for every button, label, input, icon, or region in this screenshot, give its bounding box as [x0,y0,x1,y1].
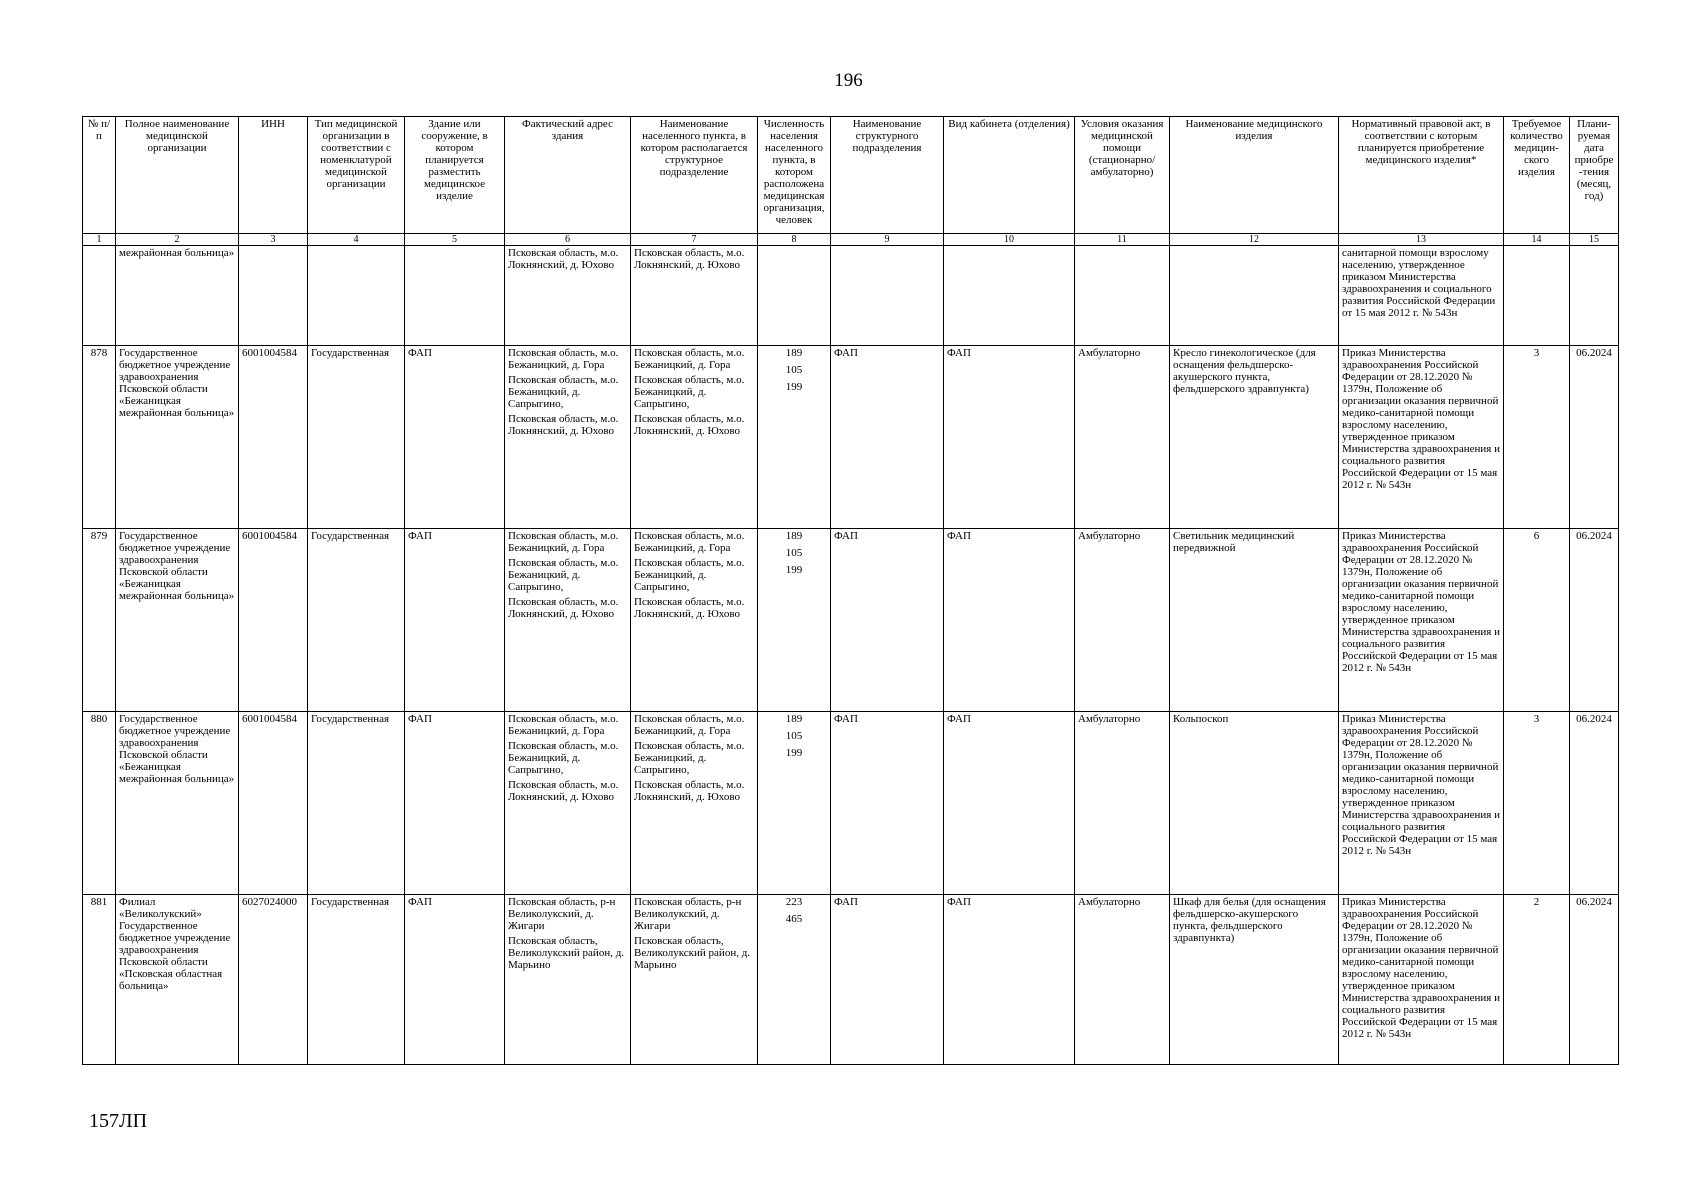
table-row [83,895,1619,1065]
column-header: Здание или сооружение, в котором планируется разместить медицинское изделие [405,117,505,234]
header-row [83,117,1619,234]
locality-cell: Псковская область, р-н Великолукский, д. Жигари Псковская область, Великолукский район, д. Марьино [631,895,758,1065]
column-header: Фактический адрес здания [505,117,631,234]
inn-cell: 6001004584 [239,529,308,712]
row-number: 879 [83,529,116,712]
column-number: 15 [1570,234,1619,246]
act-cell: Приказ Министерства здравоохранения Российской Федерации от 28.12.2020 № 1379н, Положение об организации оказания первичной медико-санитарной помощи взрослому населению, утвержденное приказом Министерства здравоохранения и социального развития Российской Федерации от 15 мая 2012 г. № 543н [1339,712,1504,895]
locality-cell: Псковская область, м.о. Бежаницкий, д. Гора Псковская область, м.о. Бежаницкий, д. Сапрыгино, Псковская область, м.о. Локнянский, д. Юхово [631,529,758,712]
page-number: 196 [834,70,863,91]
table-row [83,712,1619,895]
address-cell: Псковская область, р-н Великолукский, д. Жигари Псковская область, Великолукский район, д. Марьино [505,895,631,1065]
conditions-cell: Амбулаторно [1075,529,1170,712]
column-header: ИНН [239,117,308,234]
unit-cell: ФАП [831,712,944,895]
cabinet-cell: ФАП [944,529,1075,712]
org-cell: Филиал «Великолукский» Государственное бюджетное учреждение здравоохранения Псковской области «Псковская областная больница» [116,895,239,1065]
unit-cell: ФАП [831,346,944,529]
conditions-cell: Амбулаторно [1075,712,1170,895]
building-cell: ФАП [405,895,505,1065]
column-header: Плани-руемая дата приобре-тения (месяц, год) [1570,117,1619,234]
unit-cell: ФАП [831,529,944,712]
building-cell: ФАП [405,346,505,529]
column-header: Наименование населенного пункта, в котором располагается структурное подразделение [631,117,758,234]
inn-cell: 6001004584 [239,346,308,529]
date-cell: 06.2024 [1570,529,1619,712]
device-cell: Кольпоскоп [1170,712,1339,895]
locality-cell: Псковская область, м.о. Бежаницкий, д. Гора Псковская область, м.о. Бежаницкий, д. Сапрыгино, Псковская область, м.о. Локнянский, д. Юхово [631,346,758,529]
column-number: 9 [831,234,944,246]
conditions-cell: Амбулаторно [1075,346,1170,529]
row-number: 880 [83,712,116,895]
device-cell: Шкаф для белья (для оснащения фельдшерско-акушерского пункта, фельдшерского здравпункта) [1170,895,1339,1065]
column-number: 10 [944,234,1075,246]
medical-devices-table [82,116,1619,1065]
act-cell: Приказ Министерства здравоохранения Российской Федерации от 28.12.2020 № 1379н, Положение об организации оказания первичной медико-санитарной помощи взрослому населению, утвержденное приказом Министерства здравоохранения и социального развития Российской Федерации от 15 мая 2012 г. № 543н [1339,346,1504,529]
type-cell: Государственная [308,895,405,1065]
cabinet-cell: ФАП [944,712,1075,895]
column-number: 1 [83,234,116,246]
population-cell: 189 105 199 [758,529,831,712]
date-cell: 06.2024 [1570,346,1619,529]
qty-cell: 2 [1504,895,1570,1065]
building-cell: ФАП [405,529,505,712]
document-code: 157ЛП [89,1110,148,1132]
type-cell: Государственная [308,529,405,712]
column-number: 11 [1075,234,1170,246]
column-number: 14 [1504,234,1570,246]
type-cell: Государственная [308,712,405,895]
population-cell: 189 105 199 [758,346,831,529]
column-number: 5 [405,234,505,246]
locality-cell: Псковская область, м.о. Локнянский, д. Юхово [631,246,758,346]
column-number: 6 [505,234,631,246]
column-header: Наименование медицинского изделия [1170,117,1339,234]
cabinet-cell: ФАП [944,895,1075,1065]
column-header: Условия оказания медицинской помощи (стационарно/ амбулаторно) [1075,117,1170,234]
population-cell: 189 105 199 [758,712,831,895]
column-number: 8 [758,234,831,246]
table-row [83,346,1619,529]
column-header: Нормативный правовой акт, в соответствии с которым планируется приобретение медицинского изделия* [1339,117,1504,234]
column-header: Вид кабинета (отделения) [944,117,1075,234]
address-cell: Псковская область, м.о. Бежаницкий, д. Гора Псковская область, м.о. Бежаницкий, д. Сапрыгино, Псковская область, м.о. Локнянский, д. Юхово [505,529,631,712]
column-number-row [83,234,1619,246]
inn-cell: 6027024000 [239,895,308,1065]
column-header: Требуемое количество медицин-ского изделия [1504,117,1570,234]
row-number: 881 [83,895,116,1065]
org-cell: межрайонная больница» [116,246,239,346]
column-header: № п/п [83,117,116,234]
continuation-row [83,246,1619,346]
column-header: Численность населения населенного пункта, в котором расположена медицинская организация, человек [758,117,831,234]
inn-cell: 6001004584 [239,712,308,895]
column-header: Полное наименование медицинской организации [116,117,239,234]
population-cell: 223 465 [758,895,831,1065]
column-number: 7 [631,234,758,246]
date-cell: 06.2024 [1570,712,1619,895]
device-cell: Светильник медицинский передвижной [1170,529,1339,712]
org-cell: Государственное бюджетное учреждение здравоохранения Псковской области «Бежаницкая межрайонная больница» [116,529,239,712]
device-cell: Кресло гинекологическое (для оснащения фельдшерско-акушерского пункта, фельдшерского здравпункта) [1170,346,1339,529]
qty-cell: 3 [1504,346,1570,529]
conditions-cell: Амбулаторно [1075,895,1170,1065]
address-cell: Псковская область, м.о. Бежаницкий, д. Гора Псковская область, м.о. Бежаницкий, д. Сапрыгино, Псковская область, м.о. Локнянский, д. Юхово [505,346,631,529]
column-number: 3 [239,234,308,246]
cabinet-cell: ФАП [944,346,1075,529]
qty-cell: 6 [1504,529,1570,712]
column-header: Тип медицинской организации в соответствии с номенклатурой медицинской организации [308,117,405,234]
column-header: Наименование структурного подразделения [831,117,944,234]
column-number: 4 [308,234,405,246]
locality-cell: Псковская область, м.о. Бежаницкий, д. Гора Псковская область, м.о. Бежаницкий, д. Сапрыгино, Псковская область, м.о. Локнянский, д. Юхово [631,712,758,895]
column-number: 12 [1170,234,1339,246]
address-cell: Псковская область, м.о. Локнянский, д. Юхово [505,246,631,346]
org-cell: Государственное бюджетное учреждение здравоохранения Псковской области «Бежаницкая межрайонная больница» [116,712,239,895]
act-cell: Приказ Министерства здравоохранения Российской Федерации от 28.12.2020 № 1379н, Положение об организации оказания первичной медико-санитарной помощи взрослому населению, утвержденное приказом Министерства здравоохранения и социального развития Российской Федерации от 15 мая 2012 г. № 543н [1339,529,1504,712]
org-cell: Государственное бюджетное учреждение здравоохранения Псковской области «Бежаницкая межрайонная больница» [116,346,239,529]
column-number: 13 [1339,234,1504,246]
act-cell: Приказ Министерства здравоохранения Российской Федерации от 28.12.2020 № 1379н, Положение об организации оказания первичной медико-санитарной помощи взрослому населению, утвержденное приказом Министерства здравоохранения и социального развития Российской Федерации от 15 мая 2012 г. № 543н [1339,895,1504,1065]
unit-cell: ФАП [831,895,944,1065]
column-number: 2 [116,234,239,246]
type-cell: Государственная [308,346,405,529]
table-row [83,529,1619,712]
building-cell: ФАП [405,712,505,895]
act-cell: санитарной помощи взрослому населению, утвержденное приказом Министерства здравоохранения и социального развития Российской Федерации от 15 мая 2012 г. № 543н [1339,246,1504,346]
qty-cell: 3 [1504,712,1570,895]
row-number: 878 [83,346,116,529]
address-cell: Псковская область, м.о. Бежаницкий, д. Гора Псковская область, м.о. Бежаницкий, д. Сапрыгино, Псковская область, м.о. Локнянский, д. Юхово [505,712,631,895]
date-cell: 06.2024 [1570,895,1619,1065]
